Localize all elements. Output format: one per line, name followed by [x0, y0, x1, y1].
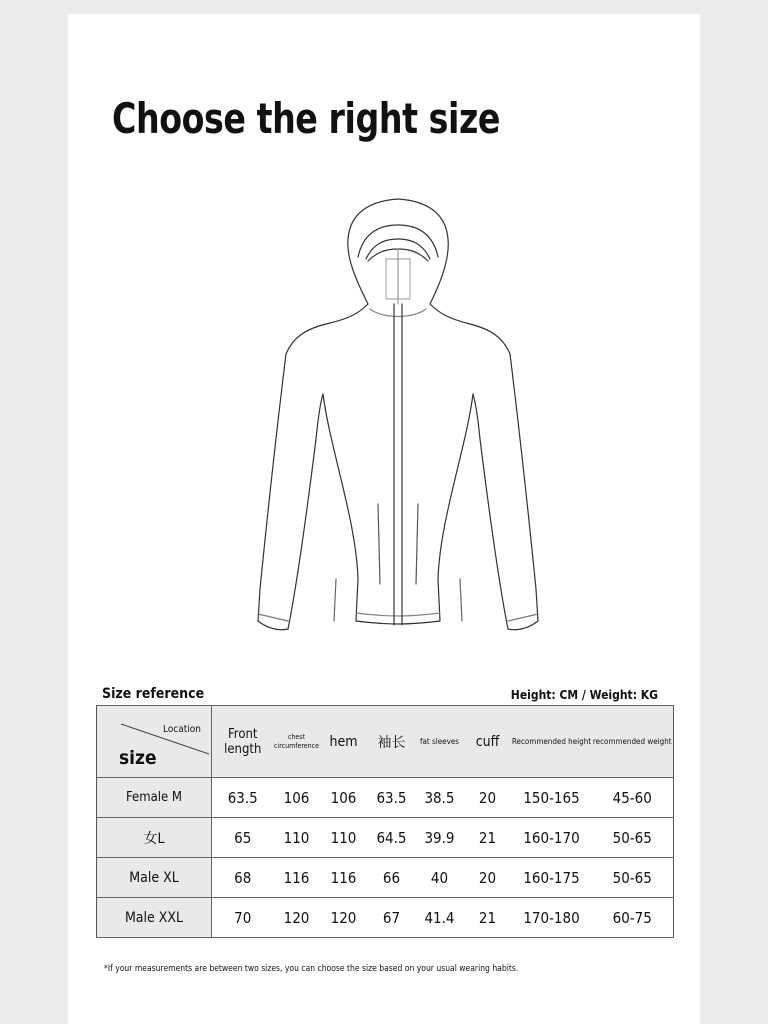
table-cell: 106 [274, 778, 320, 818]
table-cell: 20 [464, 858, 512, 898]
table-cell: 110 [274, 818, 320, 858]
table-cell: 39.9 [416, 818, 464, 858]
row-size-label: Female M [97, 778, 212, 818]
table-cell: 110 [320, 818, 368, 858]
table-cell: 66 [368, 858, 416, 898]
row-size-label: Male XXL [97, 898, 212, 938]
corner-size-label: size [119, 747, 157, 769]
table-cell: 45-60 [592, 778, 674, 818]
header-sleeve-length: 袖长 [368, 706, 416, 778]
table-cell: 21 [464, 898, 512, 938]
table-cell: 50-65 [592, 818, 674, 858]
header-recommended-weight: recommended weight [592, 706, 674, 778]
header-fat-sleeves: fat sleeves [416, 706, 464, 778]
table-cell: 150-165 [512, 778, 592, 818]
page-card [68, 14, 700, 1024]
row-size-label: 女L [97, 818, 212, 858]
table-cell: 63.5 [212, 778, 274, 818]
table-row [97, 898, 674, 938]
table-cell: 170-180 [512, 898, 592, 938]
table-cell: 41.4 [416, 898, 464, 938]
table-cell: 68 [212, 858, 274, 898]
table-cell: 21 [464, 818, 512, 858]
table-cell: 64.5 [368, 818, 416, 858]
table-cell: 160-175 [512, 858, 592, 898]
size-reference-label: Size reference [102, 686, 205, 702]
table-cell: 60-75 [592, 898, 674, 938]
header-hem: hem [320, 706, 368, 778]
table-cell: 38.5 [416, 778, 464, 818]
footnote: *If your measurements are between two sizes, you can choose the size based on your usual wearing habits. [104, 964, 519, 974]
size-table [96, 705, 674, 938]
table-cell: 120 [320, 898, 368, 938]
table-cell: 40 [416, 858, 464, 898]
header-recommended-height: Recommended height [512, 706, 592, 778]
table-cell: 70 [212, 898, 274, 938]
table-cell: 20 [464, 778, 512, 818]
table-cell: 160-170 [512, 818, 592, 858]
table-row [97, 818, 674, 858]
table-row [97, 858, 674, 898]
table-row [97, 778, 674, 818]
table-cell: 120 [274, 898, 320, 938]
page-title: Choose the right size [112, 94, 500, 143]
corner-location-label: Location [162, 724, 201, 735]
table-cell: 65 [212, 818, 274, 858]
table-cell: 50-65 [592, 858, 674, 898]
table-cell: 106 [320, 778, 368, 818]
jacket-illustration [208, 189, 568, 639]
table-cell: 116 [274, 858, 320, 898]
table-header-row [97, 706, 674, 778]
header-front-length: Front length [212, 706, 274, 778]
header-cuff: cuff [464, 706, 512, 778]
row-size-label: Male XL [97, 858, 212, 898]
table-cell: 116 [320, 858, 368, 898]
table-cell: 67 [368, 898, 416, 938]
table-corner-cell [97, 706, 212, 778]
units-label: Height: CM / Weight: KG [510, 688, 658, 702]
table-cell: 63.5 [368, 778, 416, 818]
header-chest-circumference: chest circumference [274, 706, 320, 778]
